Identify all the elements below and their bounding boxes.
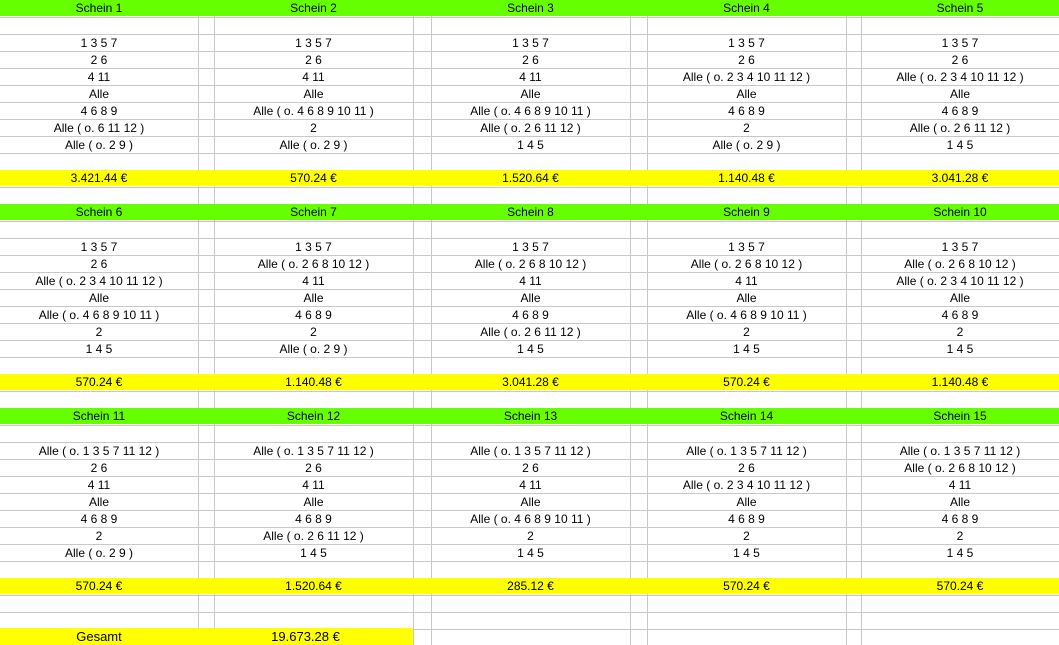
schein-row-cell[interactable]: Alle ( o. 2 6 8 10 12 ) <box>904 256 1016 271</box>
schein-row-cell[interactable]: 1 4 5 <box>733 341 760 356</box>
schein-row-cell[interactable]: 2 6 <box>522 52 539 67</box>
row-gridline <box>0 595 1059 596</box>
schein-row-cell[interactable]: 1 4 5 <box>946 137 974 152</box>
schein-row-cell[interactable]: Alle ( o. 1 3 5 7 11 12 ) <box>899 443 1021 458</box>
schein-total[interactable]: 570.24 € <box>0 578 198 594</box>
column-gridline <box>630 0 631 645</box>
schein-title[interactable]: Schein 1 <box>0 0 198 16</box>
schein-row-cell[interactable]: 4 11 <box>302 477 325 492</box>
schein-row-cell[interactable]: 4 11 <box>948 477 972 492</box>
schein-row-cell[interactable]: Alle ( o. 4 6 8 9 10 11 ) <box>253 103 374 118</box>
schein-row-cell[interactable]: Alle ( o. 6 11 12 ) <box>53 120 145 135</box>
schein-row-cell[interactable]: 1 3 5 7 <box>295 35 332 50</box>
schein-row-cell[interactable]: 1 3 5 7 <box>728 239 765 254</box>
schein-row-cell[interactable]: 4 11 <box>87 69 111 84</box>
schein-title[interactable]: Schein 10 <box>861 204 1059 220</box>
column-gridline <box>413 0 414 645</box>
schein-row-cell[interactable]: 1 3 5 7 <box>512 239 549 254</box>
schein-row-cell[interactable]: 4 6 8 9 <box>941 511 979 526</box>
schein-row-cell[interactable]: Alle ( o. 1 3 5 7 11 12 ) <box>38 443 160 458</box>
row-gridline <box>0 153 1059 154</box>
schein-row-cell[interactable]: 2 <box>95 324 103 339</box>
schein-row-cell[interactable]: 2 <box>310 120 317 135</box>
schein-row-cell[interactable]: Alle ( o. 1 3 5 7 11 12 ) <box>686 443 807 458</box>
schein-row-cell[interactable]: 2 6 <box>90 256 108 271</box>
schein-row-cell[interactable]: Alle ( o. 2 3 4 10 11 12 ) <box>682 477 811 492</box>
schein-title[interactable]: Schein 2 <box>214 0 413 16</box>
schein-row-cell[interactable]: Alle ( o. 2 6 11 12 ) <box>480 120 581 135</box>
schein-row-cell[interactable]: Alle ( o. 2 3 4 10 11 12 ) <box>35 273 163 288</box>
schein-row-cell[interactable]: Alle <box>88 290 109 305</box>
schein-row-cell[interactable]: 4 11 <box>519 273 542 288</box>
schein-row-cell[interactable]: 4 11 <box>519 477 542 492</box>
schein-row-cell[interactable]: 4 6 8 9 <box>295 511 332 526</box>
row-gridline <box>0 17 1059 18</box>
schein-row-cell[interactable]: 4 11 <box>519 69 542 84</box>
schein-row-cell[interactable]: 2 6 <box>90 52 108 67</box>
schein-row-cell[interactable]: 4 11 <box>735 273 758 288</box>
schein-row-cell[interactable]: Alle <box>303 290 324 305</box>
schein-row-cell[interactable]: Alle <box>303 494 324 509</box>
row-gridline <box>0 561 1059 562</box>
schein-row-cell[interactable]: Alle ( o. 4 6 8 9 10 11 ) <box>38 307 160 322</box>
gesamt-label: Gesamt <box>0 628 198 645</box>
schein-row-cell[interactable]: Alle ( o. 4 6 8 9 10 11 ) <box>470 511 591 526</box>
column-gridline <box>846 0 847 645</box>
schein-row-cell[interactable]: Alle ( o. 2 6 8 10 12 ) <box>690 256 803 271</box>
row-gridline <box>0 187 1059 188</box>
schein-row-cell[interactable]: Alle ( o. 2 9 ) <box>64 137 134 152</box>
schein-row-cell[interactable]: 1 3 5 7 <box>941 239 979 254</box>
schein-row-cell[interactable]: Alle <box>736 494 757 509</box>
schein-row-cell[interactable]: Alle ( o. 4 6 8 9 10 11 ) <box>470 103 591 118</box>
schein-row-cell[interactable]: Alle ( o. 2 9 ) <box>64 545 134 560</box>
schein-row-cell[interactable]: 1 4 5 <box>85 341 113 356</box>
schein-row-cell[interactable]: Alle ( o. 2 6 8 10 12 ) <box>904 460 1016 475</box>
schein-row-cell[interactable]: 2 <box>527 528 534 543</box>
schein-total[interactable]: 1.140.48 € <box>861 374 1059 390</box>
schein-row-cell[interactable]: Alle ( o. 1 3 5 7 11 12 ) <box>253 443 374 458</box>
schein-row-cell[interactable]: Alle ( o. 2 9 ) <box>279 137 348 152</box>
schein-total[interactable]: 570.24 € <box>0 374 198 390</box>
schein-row-cell[interactable]: 1 3 5 7 <box>728 35 765 50</box>
schein-row-cell[interactable]: Alle <box>949 290 970 305</box>
schein-row-cell[interactable]: Alle ( o. 2 6 11 12 ) <box>480 324 581 339</box>
schein-row-cell[interactable]: Alle ( o. 2 9 ) <box>279 341 348 356</box>
row-gridline <box>0 357 1059 358</box>
schein-row-cell[interactable]: 4 6 8 9 <box>941 307 979 322</box>
schein-row-cell[interactable]: 1 4 5 <box>946 545 974 560</box>
schein-row-cell[interactable]: 2 6 <box>522 460 539 475</box>
schein-row-cell[interactable]: 4 11 <box>302 69 325 84</box>
schein-row-cell[interactable]: 2 6 <box>305 52 322 67</box>
schein-row-cell[interactable]: 4 6 8 9 <box>728 103 765 118</box>
schein-title[interactable]: Schein 11 <box>0 408 198 424</box>
schein-row-cell[interactable]: 4 6 8 9 <box>80 103 118 118</box>
schein-row-cell[interactable]: 2 <box>956 528 964 543</box>
schein-total[interactable]: 3.041.28 € <box>431 374 630 390</box>
schein-title[interactable]: Schein 7 <box>214 204 413 220</box>
schein-title[interactable]: Schein 6 <box>0 204 198 220</box>
schein-row-cell[interactable]: 1 4 5 <box>300 545 327 560</box>
schein-total[interactable]: 1.520.64 € <box>431 170 630 186</box>
schein-row-cell[interactable]: 1 3 5 7 <box>295 239 332 254</box>
schein-row-cell[interactable]: 2 <box>956 324 964 339</box>
schein-row-cell[interactable]: 2 <box>743 528 750 543</box>
schein-row-cell[interactable]: 1 3 5 7 <box>512 35 549 50</box>
schein-row-cell[interactable]: 2 <box>743 324 750 339</box>
schein-total[interactable]: 1.140.48 € <box>647 170 846 186</box>
schein-row-cell[interactable]: 4 6 8 9 <box>941 103 979 118</box>
schein-row-cell[interactable]: Alle ( o. 2 3 4 10 11 12 ) <box>682 69 811 84</box>
schein-row-cell[interactable]: 2 <box>95 528 103 543</box>
schein-row-cell[interactable]: Alle <box>520 290 541 305</box>
schein-row-cell[interactable]: Alle ( o. 2 6 8 10 12 ) <box>257 256 370 271</box>
schein-row-cell[interactable]: Alle <box>949 86 970 101</box>
schein-row-cell[interactable]: 1 4 5 <box>517 545 544 560</box>
schein-row-cell[interactable]: 2 6 <box>305 460 322 475</box>
schein-row-cell[interactable]: Alle ( o. 2 3 4 10 11 12 ) <box>896 69 1024 84</box>
schein-row-cell[interactable]: 4 6 8 9 <box>80 511 118 526</box>
schein-row-cell[interactable]: 1 4 5 <box>517 137 544 152</box>
schein-title[interactable]: Schein 5 <box>861 0 1059 16</box>
schein-row-cell[interactable]: 2 6 <box>90 460 108 475</box>
schein-row-cell[interactable]: 1 3 5 7 <box>80 35 118 50</box>
schein-total[interactable]: 3.041.28 € <box>861 170 1059 186</box>
schein-title[interactable]: Schein 14 <box>647 408 846 424</box>
schein-total[interactable]: 570.24 € <box>647 578 846 594</box>
schein-row-cell[interactable]: 2 <box>743 120 750 135</box>
schein-title[interactable]: Schein 4 <box>647 0 846 16</box>
schein-row-cell[interactable]: 4 11 <box>87 477 111 492</box>
schein-row-cell[interactable]: 2 <box>310 324 317 339</box>
schein-total[interactable]: 1.140.48 € <box>214 374 413 390</box>
schein-row-cell[interactable]: 1 4 5 <box>517 341 544 356</box>
schein-total[interactable]: 3.421.44 € <box>0 170 198 186</box>
schein-row-cell[interactable]: Alle <box>736 290 757 305</box>
schein-total[interactable]: 570.24 € <box>861 578 1059 594</box>
schein-row-cell[interactable]: Alle ( o. 2 6 11 12 ) <box>909 120 1011 135</box>
schein-total[interactable]: 570.24 € <box>647 374 846 390</box>
schein-row-cell[interactable]: Alle <box>520 494 541 509</box>
row-gridline <box>0 221 1059 222</box>
schein-row-cell[interactable]: 2 6 <box>951 52 969 67</box>
schein-title[interactable]: Schein 12 <box>214 408 413 424</box>
schein-total[interactable]: 285.12 € <box>431 578 630 594</box>
schein-row-cell[interactable]: Alle <box>949 494 970 509</box>
schein-row-cell[interactable]: Alle ( o. 2 3 4 10 11 12 ) <box>896 273 1024 288</box>
schein-row-cell[interactable]: 4 6 8 9 <box>728 511 765 526</box>
schein-row-cell[interactable]: 4 6 8 9 <box>512 307 549 322</box>
schein-row-cell[interactable]: Alle <box>520 86 541 101</box>
schein-row-cell[interactable]: Alle ( o. 2 6 8 10 12 ) <box>474 256 587 271</box>
schein-title[interactable]: Schein 13 <box>431 408 630 424</box>
schein-row-cell[interactable]: 1 3 5 7 <box>941 35 979 50</box>
schein-row-cell[interactable]: Alle <box>303 86 324 101</box>
schein-row-cell[interactable]: 4 11 <box>302 273 325 288</box>
schein-row-cell[interactable]: Alle <box>88 494 109 509</box>
schein-title[interactable]: Schein 15 <box>861 408 1059 424</box>
schein-row-cell[interactable]: Alle ( o. 4 6 8 9 10 11 ) <box>686 307 807 322</box>
schein-row-cell[interactable]: 2 6 <box>738 52 755 67</box>
schein-row-cell[interactable]: Alle <box>88 86 109 101</box>
schein-total[interactable]: 570.24 € <box>214 170 413 186</box>
schein-title[interactable]: Schein 9 <box>647 204 846 220</box>
schein-row-cell[interactable]: Alle ( o. 2 6 11 12 ) <box>263 528 364 543</box>
row-gridline <box>0 612 1059 613</box>
row-gridline <box>0 391 1059 392</box>
schein-title[interactable]: Schein 3 <box>431 0 630 16</box>
schein-row-cell[interactable]: Alle <box>736 86 757 101</box>
schein-row-cell[interactable]: 1 4 5 <box>733 545 760 560</box>
gesamt-value[interactable]: 19.673.28 € <box>198 628 413 645</box>
schein-total[interactable]: 1.520.64 € <box>214 578 413 594</box>
row-gridline <box>0 425 1059 426</box>
schein-row-cell[interactable]: Alle ( o. 2 9 ) <box>712 137 781 152</box>
schein-row-cell[interactable]: 2 6 <box>738 460 755 475</box>
schein-title[interactable]: Schein 8 <box>431 204 630 220</box>
schein-row-cell[interactable]: 1 4 5 <box>946 341 974 356</box>
column-gridline <box>198 0 199 645</box>
schein-row-cell[interactable]: 4 6 8 9 <box>295 307 332 322</box>
schein-row-cell[interactable]: 1 3 5 7 <box>80 239 118 254</box>
schein-row-cell[interactable]: Alle ( o. 1 3 5 7 11 12 ) <box>470 443 591 458</box>
